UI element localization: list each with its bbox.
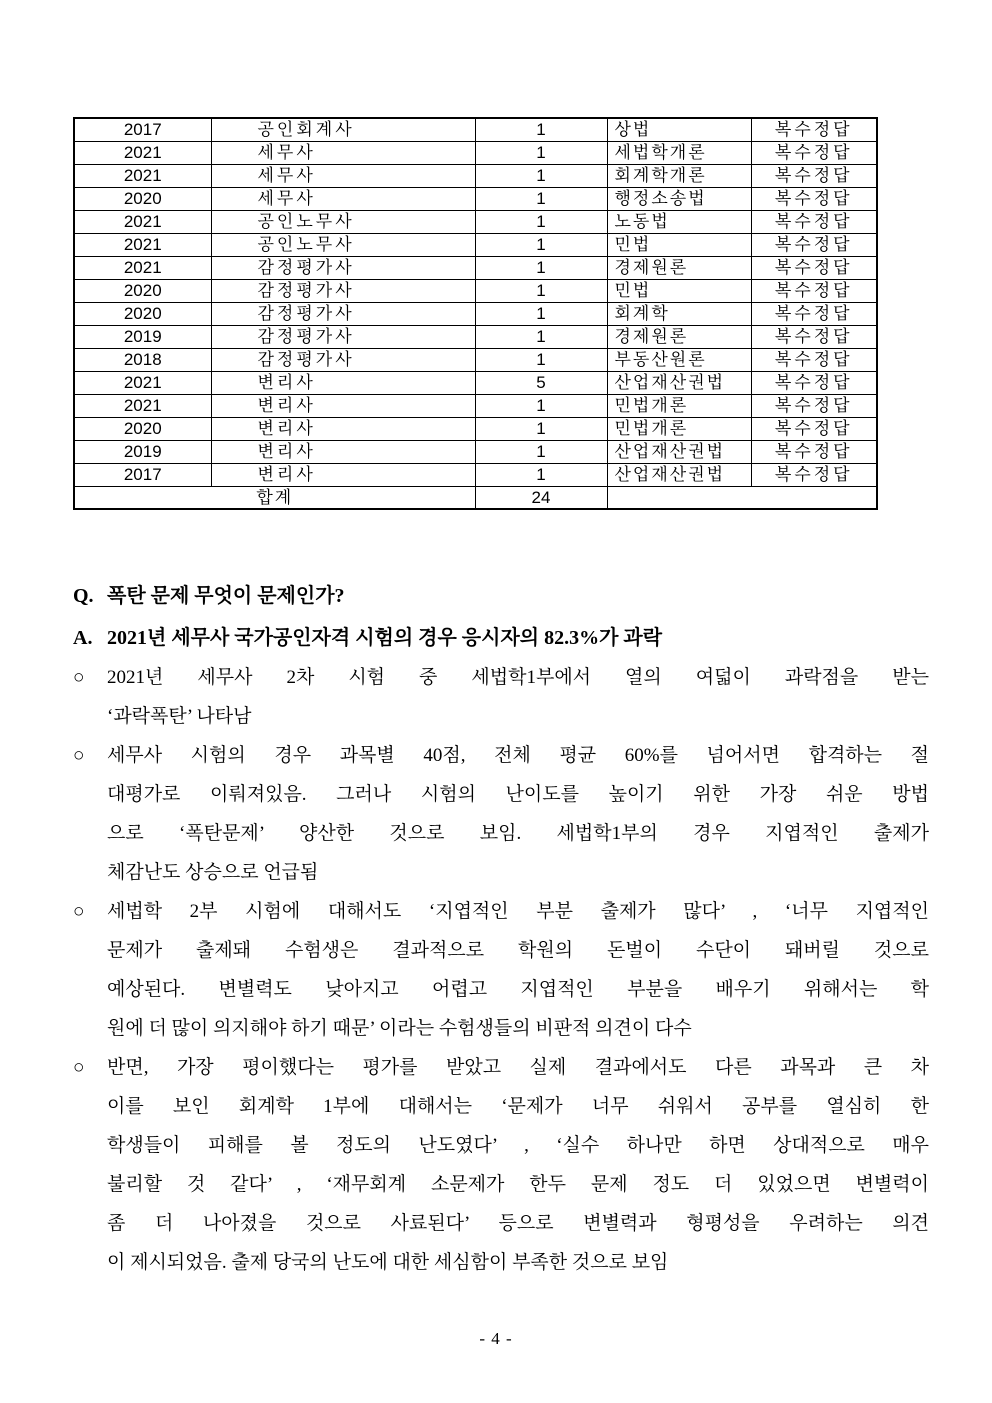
circle-bullet-icon: ○: [73, 901, 85, 922]
exam-multiple-answer-table: [73, 117, 878, 510]
cell-subject: 상법: [607, 118, 751, 141]
cell-exam: 세무사: [211, 187, 475, 210]
cell-status: 복수정답: [751, 279, 877, 302]
cell-count: 1: [475, 325, 607, 348]
bullet-item: [73, 892, 929, 1048]
cell-count: 1: [475, 210, 607, 233]
cell-count: 1: [475, 164, 607, 187]
bullet-item: [73, 736, 929, 892]
cell-subject: 산업재산권법: [607, 440, 751, 463]
answer-line: [73, 619, 929, 658]
cell-year: 2018: [74, 348, 211, 371]
table-row: [74, 187, 877, 210]
cell-year: 2020: [74, 417, 211, 440]
cell-year: 2021: [74, 394, 211, 417]
cell-exam: 공인회계사: [211, 118, 475, 141]
table-row: [74, 256, 877, 279]
bullet-line: 체감난도 상승으로 언급됨: [107, 862, 319, 883]
cell-exam: 변리사: [211, 394, 475, 417]
page-number: - 4 -: [479, 1329, 513, 1348]
table-row: [74, 440, 877, 463]
bullet-lines: [107, 658, 929, 736]
cell-status: 복수정답: [751, 164, 877, 187]
cell-count: 1: [475, 417, 607, 440]
cell-status: 복수정답: [751, 187, 877, 210]
cell-subject: 민법개론: [607, 394, 751, 417]
cell-subject: 행정소송법: [607, 187, 751, 210]
cell-year: 2021: [74, 164, 211, 187]
cell-count: 1: [475, 279, 607, 302]
cell-exam: 감정평가사: [211, 256, 475, 279]
cell-subject: 세법학개론: [607, 141, 751, 164]
bullet-list: [73, 658, 929, 1282]
table-row: [74, 141, 877, 164]
cell-year: 2021: [74, 141, 211, 164]
cell-count: 1: [475, 463, 607, 486]
table-row: [74, 348, 877, 371]
bullet-line: 이 제시되었음. 출제 당국의 난도에 대한 세심함이 부족한 것으로 보임: [107, 1252, 669, 1273]
table-row: [74, 233, 877, 256]
answer-prefix: A.: [73, 627, 93, 649]
cell-year: 2021: [74, 210, 211, 233]
total-count-cell: 24: [475, 486, 607, 509]
table-row: [74, 164, 877, 187]
question-prefix: Q.: [73, 585, 94, 607]
table-row: [74, 302, 877, 325]
cell-exam: 감정평가사: [211, 279, 475, 302]
cell-status: 복수정답: [751, 256, 877, 279]
cell-year: 2020: [74, 302, 211, 325]
bullet-line: 대평가로 이뤄져있음. 그러나 시험의 난이도를 높이기 위한 가장 쉬운 방법: [107, 784, 929, 805]
total-label-cell: 합계: [74, 486, 475, 509]
cell-exam: 변리사: [211, 440, 475, 463]
bullet-line: 으로 ‘폭탄문제’ 양산한 것으로 보임. 세법학1부의 경우 지엽적인 출제가: [107, 823, 929, 844]
cell-subject: 부동산원론: [607, 348, 751, 371]
cell-status: 복수정답: [751, 302, 877, 325]
bullet-lines: [107, 736, 929, 892]
circle-bullet-icon: ○: [73, 667, 85, 688]
bullet-lines: [107, 892, 929, 1048]
bullet-line: 세법학 2부 시험에 대해서도 ‘지엽적인 부분 출제가 많다’ , ‘너무 지엽적인: [107, 901, 929, 922]
cell-status: 복수정답: [751, 348, 877, 371]
bullet-line: 문제가 출제돼 수험생은 결과적으로 학원의 돈벌이 수단이 돼버릴 것으로: [107, 940, 929, 961]
bullet-lines: [107, 1048, 929, 1282]
cell-count: 1: [475, 187, 607, 210]
cell-exam: 세무사: [211, 141, 475, 164]
table-row: [74, 463, 877, 486]
cell-exam: 공인노무사: [211, 210, 475, 233]
table-body: [74, 118, 877, 486]
cell-status: 복수정답: [751, 325, 877, 348]
cell-subject: 경제원론: [607, 325, 751, 348]
cell-status: 복수정답: [751, 210, 877, 233]
cell-status: 복수정답: [751, 417, 877, 440]
cell-year: 2021: [74, 371, 211, 394]
cell-exam: 변리사: [211, 371, 475, 394]
table-row: [74, 325, 877, 348]
cell-subject: 경제원론: [607, 256, 751, 279]
cell-year: 2019: [74, 325, 211, 348]
bullet-line: 학생들이 피해를 볼 정도의 난도였다’ , ‘실수 하나만 하면 상대적으로 매우: [107, 1135, 929, 1156]
cell-count: 1: [475, 440, 607, 463]
cell-count: 1: [475, 394, 607, 417]
cell-exam: 감정평가사: [211, 348, 475, 371]
bullet-line: 반면, 가장 평이했다는 평가를 받았고 실제 결과에서도 다른 과목과 큰 차: [107, 1057, 929, 1078]
cell-exam: 감정평가사: [211, 325, 475, 348]
qa-text-block: [73, 577, 929, 1282]
cell-year: 2019: [74, 440, 211, 463]
bullet-line: 예상된다. 변별력도 낮아지고 어렵고 지엽적인 부분을 배우기 위해서는 학: [107, 979, 929, 1000]
cell-count: 1: [475, 141, 607, 164]
cell-status: 복수정답: [751, 440, 877, 463]
cell-subject: 노동법: [607, 210, 751, 233]
table-row: [74, 371, 877, 394]
cell-status: 복수정답: [751, 371, 877, 394]
cell-subject: 민법: [607, 279, 751, 302]
cell-year: 2020: [74, 187, 211, 210]
cell-count: 1: [475, 233, 607, 256]
cell-year: 2021: [74, 233, 211, 256]
table-row: [74, 279, 877, 302]
bullet-item: [73, 1048, 929, 1282]
cell-count: 5: [475, 371, 607, 394]
cell-subject: 민법: [607, 233, 751, 256]
table-row: [74, 417, 877, 440]
question-text: 폭탄 문제 무엇이 문제인가?: [107, 585, 345, 607]
cell-subject: 산업재산권법: [607, 463, 751, 486]
cell-status: 복수정답: [751, 463, 877, 486]
table-row: [74, 394, 877, 417]
bullet-line: 불리할 것 같다’ , ‘재무회계 소문제가 한두 문제 정도 더 있었으면 변별력이: [107, 1174, 929, 1195]
cell-exam: 변리사: [211, 463, 475, 486]
cell-count: 1: [475, 118, 607, 141]
cell-count: 1: [475, 348, 607, 371]
cell-count: 1: [475, 302, 607, 325]
table-row: [74, 118, 877, 141]
cell-subject: 산업재산권법: [607, 371, 751, 394]
cell-exam: 변리사: [211, 417, 475, 440]
bullet-line: 원에 더 많이 의지해야 하기 때문’ 이라는 수험생들의 비판적 의견이 다수: [107, 1018, 692, 1039]
bullet-line: 이를 보인 회계학 1부에 대해서는 ‘문제가 너무 쉬워서 공부를 열심히 한: [107, 1096, 929, 1117]
total-empty-cell: [607, 486, 877, 509]
cell-exam: 공인노무사: [211, 233, 475, 256]
cell-year: 2017: [74, 463, 211, 486]
cell-exam: 감정평가사: [211, 302, 475, 325]
cell-status: 복수정답: [751, 233, 877, 256]
cell-subject: 민법개론: [607, 417, 751, 440]
cell-status: 복수정답: [751, 394, 877, 417]
cell-status: 복수정답: [751, 118, 877, 141]
bullet-line: 세무사 시험의 경우 과목별 40점, 전체 평균 60%를 넘어서면 합격하는 절: [107, 745, 929, 766]
cell-subject: 회계학개론: [607, 164, 751, 187]
cell-exam: 세무사: [211, 164, 475, 187]
bullet-item: [73, 658, 929, 736]
table-total-body: [74, 486, 877, 509]
cell-subject: 회계학: [607, 302, 751, 325]
circle-bullet-icon: ○: [73, 1057, 85, 1078]
bullet-line: 좀 더 나아졌을 것으로 사료된다’ 등으로 변별력과 형평성을 우려하는 의견: [107, 1213, 929, 1234]
table-row: [74, 210, 877, 233]
cell-status: 복수정답: [751, 141, 877, 164]
bullet-line: ‘과락폭탄’ 나타남: [107, 706, 252, 727]
question-line: [73, 577, 929, 616]
cell-year: 2021: [74, 256, 211, 279]
answer-text: 2021년 세무사 국가공인자격 시험의 경우 응시자의 82.3%가 과락: [107, 627, 663, 649]
circle-bullet-icon: ○: [73, 745, 85, 766]
cell-year: 2020: [74, 279, 211, 302]
bullet-line: 2021년 세무사 2차 시험 중 세법학1부에서 열의 여덟이 과락점을 받는: [107, 667, 929, 688]
cell-year: 2017: [74, 118, 211, 141]
cell-count: 1: [475, 256, 607, 279]
table-total-row: [74, 486, 877, 509]
